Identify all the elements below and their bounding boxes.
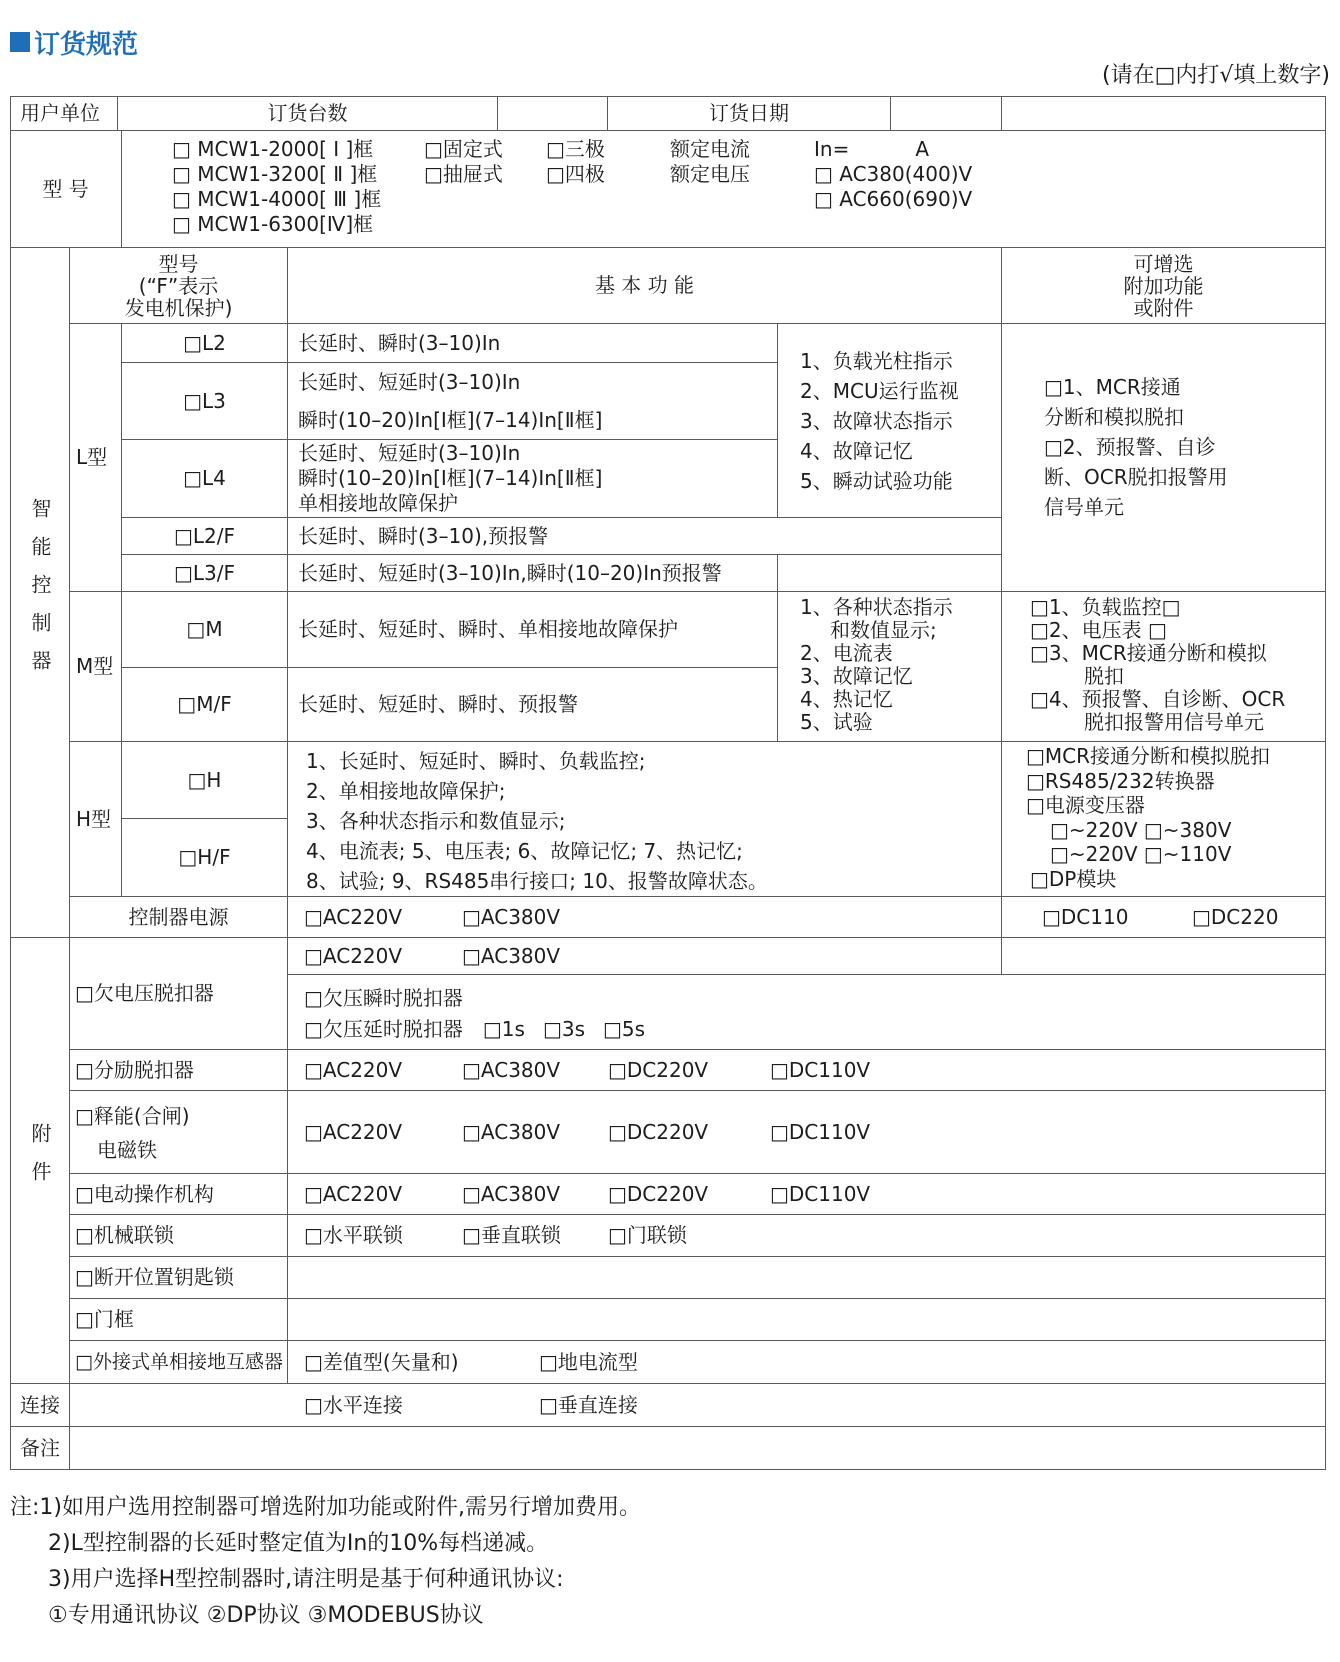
delay-time-option[interactable]: □3s	[542, 1017, 585, 1041]
voltage-option[interactable]: □AC220V	[304, 1057, 403, 1082]
header-model-line: 发电机保护)	[124, 295, 233, 320]
header-model-line: (“F”表示	[138, 273, 219, 298]
voltage-option[interactable]: □AC380V	[462, 943, 561, 968]
controller-model-header	[70, 248, 288, 324]
function-line: 1、长延时、短延时、瞬时、负载监控;	[306, 749, 646, 773]
optional-line[interactable]: □2、电压表 □	[1030, 618, 1167, 642]
note-line: 3)用户选择H型控制器时,请注明是基于何种通讯协议:	[48, 1567, 564, 1592]
controller-power-ac	[288, 897, 1002, 938]
optional-line: 分断和模拟脱扣	[1044, 405, 1184, 429]
controller-power-label: 控制器电源	[70, 897, 288, 938]
optional-line[interactable]: □1、MCR接通	[1044, 375, 1181, 399]
connection-option[interactable]: □垂直连接	[539, 1392, 638, 1417]
common-function: 和数值显示;	[830, 618, 937, 642]
voltage-option[interactable]: □DC110V	[770, 1181, 871, 1206]
optional-line: 信号单元	[1044, 495, 1124, 519]
optional-line[interactable]: □3、MCR接通分断和模拟	[1030, 641, 1267, 665]
frame-option[interactable]: □ MCW1-6300[Ⅳ]框	[172, 212, 374, 236]
common-function: 3、故障状态指示	[800, 409, 953, 433]
function-line: 长延时、短延时(3–10)In	[298, 370, 521, 394]
mf-function: 长延时、短延时、瞬时、预报警	[288, 668, 778, 742]
undervoltage-voltage	[288, 938, 1002, 975]
model-m[interactable]: □M	[122, 592, 288, 668]
voltage-option[interactable]: □ AC660(690)V	[814, 187, 973, 211]
optional-header-line: 或附件	[1133, 295, 1194, 320]
controller-power-dc	[1002, 897, 1326, 938]
l3-function	[288, 363, 778, 440]
h-type-functions	[288, 742, 1002, 897]
function-line: 单相接地故障保护	[298, 491, 458, 515]
voltage-option[interactable]: □ AC380(400)V	[814, 162, 973, 186]
mechanical-interlock-options	[288, 1215, 1326, 1257]
connection-options	[70, 1384, 1326, 1427]
common-function: 5、试验	[800, 710, 873, 734]
power-option[interactable]: □DC110	[1042, 904, 1129, 929]
rated-labels	[670, 137, 750, 187]
motor-operator-label[interactable]: □电动操作机构	[70, 1174, 288, 1215]
undervoltage-types	[288, 975, 1326, 1050]
optional-line[interactable]: □2、预报警、自诊	[1044, 435, 1216, 459]
m-type-optional	[1002, 592, 1326, 742]
l2-function: 长延时、瞬时(3–10)In	[288, 324, 778, 363]
order-date-field[interactable]	[891, 96, 1002, 131]
voltage-option[interactable]: □DC220V	[608, 1119, 709, 1144]
l4-function	[288, 440, 778, 518]
title-square-icon	[10, 32, 30, 52]
connection-label: 连接	[10, 1384, 70, 1427]
l-type-optional	[1002, 324, 1326, 592]
m-function: 长延时、短延时、瞬时、单相接地故障保护	[288, 592, 778, 668]
remarks-label: 备注	[10, 1427, 70, 1470]
frame-options	[172, 137, 381, 237]
common-function: 2、MCU运行监视	[800, 379, 959, 403]
undervoltage-label[interactable]: □欠电压脱扣器	[70, 938, 288, 1050]
optional-line[interactable]: □4、预报警、自诊断、OCR	[1030, 687, 1286, 711]
model-l3f[interactable]: □L3/F	[122, 555, 288, 592]
voltage-option[interactable]: □AC220V	[304, 943, 403, 968]
m-type-label: M型	[70, 592, 122, 742]
optional-line[interactable]: □电源变压器	[1026, 793, 1145, 817]
optional-line[interactable]: □DP模块	[1030, 866, 1117, 891]
optional-line[interactable]: □1、负载监控□	[1030, 595, 1181, 619]
function-line: 长延时、短延时(3–10)In	[298, 441, 521, 465]
page-title	[10, 26, 138, 58]
common-function: 1、负载光柱指示	[800, 349, 953, 373]
user-unit-label: 用户单位	[10, 96, 118, 131]
note-line: 2)L型控制器的长延时整定值为In的10%每档递减。	[48, 1531, 549, 1556]
key-lock-blank	[288, 1257, 1326, 1299]
rated-values	[814, 137, 972, 212]
common-function: 3、故障记忆	[800, 664, 913, 688]
in-label: In=	[814, 137, 850, 161]
optional-line[interactable]: □~220V □~110V	[1050, 842, 1232, 866]
optional-line[interactable]: □~220V □~380V	[1050, 817, 1232, 842]
order-quantity-label: 订货台数	[118, 96, 498, 131]
function-line: 4、电流表; 5、电压表; 6、故障记忆; 7、热记忆;	[306, 839, 743, 863]
voltage-option[interactable]: □DC110V	[770, 1057, 871, 1082]
common-function: 5、瞬动试验功能	[800, 469, 953, 493]
h-type-label: H型	[70, 742, 122, 897]
delay-release-option[interactable]: □欠压延时脱扣器	[304, 1017, 463, 1041]
instant-release-option[interactable]: □欠压瞬时脱扣器	[304, 986, 463, 1010]
voltage-option[interactable]: □AC380V	[462, 1057, 561, 1082]
door-frame-blank	[288, 1299, 1326, 1341]
order-date-label: 订货日期	[608, 96, 891, 131]
closing-coil-line: 电磁铁	[97, 1138, 157, 1162]
optional-header	[1002, 248, 1326, 324]
m-type-common-functions	[778, 592, 1002, 742]
voltage-option[interactable]: □DC110V	[770, 1119, 871, 1144]
controller-section-label: 智能控制器	[10, 248, 70, 938]
installation-option[interactable]: □固定式	[424, 137, 503, 161]
key-lock-label[interactable]: □断开位置钥匙锁	[70, 1257, 288, 1299]
l3f-common-blank	[778, 555, 1002, 592]
common-function: 4、故障记忆	[800, 439, 913, 463]
title-text: 订货规范	[34, 29, 139, 60]
shunt-release-options	[288, 1050, 1326, 1091]
order-date-extra-field[interactable]	[1002, 96, 1326, 131]
optional-header-line: 可增选	[1133, 251, 1194, 276]
closing-coil-options	[288, 1091, 1326, 1174]
delay-time-option[interactable]: □1s	[482, 1017, 525, 1041]
function-line: 瞬时(10–20)In[Ⅰ框](7–14)In[Ⅱ框]	[298, 408, 603, 432]
delay-time-option[interactable]: □5s	[603, 1017, 646, 1041]
remarks-field[interactable]	[70, 1427, 1326, 1470]
l3f-function: 长延时、短延时(3–10)In,瞬时(10–20)In预报警	[288, 555, 778, 592]
model-hf[interactable]: □H/F	[122, 819, 288, 897]
voltage-option[interactable]: □DC220V	[608, 1181, 709, 1206]
voltage-option[interactable]: □AC220V	[304, 1181, 403, 1206]
interlock-option[interactable]: □垂直联锁	[462, 1223, 561, 1247]
pole-option[interactable]: □四极	[546, 162, 605, 186]
model-l3[interactable]: □L3	[122, 363, 288, 440]
ct-option[interactable]: □差值型(矢量和)	[304, 1349, 459, 1374]
optional-line[interactable]: □RS485/232转换器	[1026, 768, 1215, 793]
l2f-function: 长延时、瞬时(3–10),预报警	[288, 518, 1002, 555]
installation-options	[424, 137, 503, 187]
frame-option[interactable]: □ MCW1-2000[ Ⅰ ]框	[172, 137, 374, 161]
optional-line: 脱扣报警用信号单元	[1084, 710, 1264, 734]
optional-header-line: 附加功能	[1123, 273, 1204, 298]
pole-option[interactable]: □三极	[546, 137, 605, 161]
common-function: 4、热记忆	[800, 687, 893, 711]
voltage-option[interactable]: □AC220V	[304, 1119, 403, 1144]
fill-instruction: (请在□内打√填上数字)	[1102, 63, 1330, 88]
model-l2[interactable]: □L2	[122, 324, 288, 363]
voltage-option[interactable]: □AC380V	[462, 1181, 561, 1206]
model-mf[interactable]: □M/F	[122, 668, 288, 742]
function-line: 瞬时(10–20)In[Ⅰ框](7–14)In[Ⅱ框]	[298, 466, 603, 490]
motor-operator-options	[288, 1174, 1326, 1215]
model-l4[interactable]: □L4	[122, 440, 288, 518]
function-line: 2、单相接地故障保护;	[306, 779, 506, 803]
model-h[interactable]: □H	[122, 742, 288, 819]
rated-current-label: 额定电流	[670, 137, 750, 161]
mechanical-interlock-label[interactable]: □机械联锁	[70, 1215, 288, 1257]
door-frame-label[interactable]: □门框	[70, 1299, 288, 1341]
voltage-option[interactable]: □DC220V	[608, 1057, 709, 1082]
basic-function-header: 基 本 功 能	[288, 248, 1002, 324]
installation-option[interactable]: □抽屉式	[424, 162, 503, 186]
model-l2f[interactable]: □L2/F	[122, 518, 288, 555]
l-type-common-functions	[778, 324, 1002, 518]
model-options	[122, 131, 1326, 248]
interlock-option[interactable]: □水平联锁	[304, 1223, 403, 1247]
optional-line: 脱扣	[1084, 664, 1124, 688]
optional-line: 断、OCR脱扣报警用	[1044, 465, 1228, 489]
frame-option[interactable]: □ MCW1-4000[ Ⅲ ]框	[172, 187, 382, 211]
ct-option[interactable]: □地电流型	[539, 1349, 638, 1374]
power-option[interactable]: □DC220	[1192, 904, 1279, 929]
h-type-optional	[1002, 742, 1326, 897]
pole-options	[546, 137, 605, 187]
undervoltage-blank	[1002, 938, 1326, 975]
l-type-label: L型	[70, 324, 122, 592]
note-line: 注:1)如用户选用控制器可增选附加功能或附件,需另行增加费用。	[10, 1495, 641, 1520]
order-quantity-field[interactable]	[498, 96, 608, 131]
ground-ct-options	[288, 1341, 1326, 1384]
optional-line[interactable]: □MCR接通分断和模拟脱扣	[1026, 744, 1271, 768]
closing-coil-label[interactable]	[70, 1091, 288, 1174]
function-line: 3、各种状态指示和数值显示;	[306, 809, 566, 833]
header-model-line: 型号	[158, 251, 199, 276]
note-line: ①专用通讯协议 ②DP协议 ③MODEBUS协议	[48, 1603, 484, 1628]
ground-ct-label[interactable]: □外接式单相接地互感器	[70, 1341, 288, 1384]
in-unit: A	[915, 137, 930, 161]
closing-coil-line: □释能(合闸)	[75, 1104, 190, 1128]
accessories-section-label: 附件	[10, 938, 70, 1384]
connection-option[interactable]: □水平连接	[304, 1392, 403, 1417]
power-option[interactable]: □AC220V	[304, 904, 403, 929]
rated-voltage-label: 额定电压	[670, 162, 750, 186]
common-function: 2、电流表	[800, 641, 893, 665]
function-line: 8、试验; 9、RS485串行接口; 10、报警故障状态。	[306, 869, 768, 893]
notes	[10, 1490, 1330, 1634]
shunt-release-label[interactable]: □分励脱扣器	[70, 1050, 288, 1091]
power-option[interactable]: □AC380V	[462, 904, 561, 929]
common-function: 1、各种状态指示	[800, 595, 953, 619]
frame-option[interactable]: □ MCW1-3200[ Ⅱ ]框	[172, 162, 378, 186]
interlock-option[interactable]: □门联锁	[608, 1223, 687, 1247]
voltage-option[interactable]: □AC380V	[462, 1119, 561, 1144]
model-label: 型 号	[10, 131, 122, 248]
